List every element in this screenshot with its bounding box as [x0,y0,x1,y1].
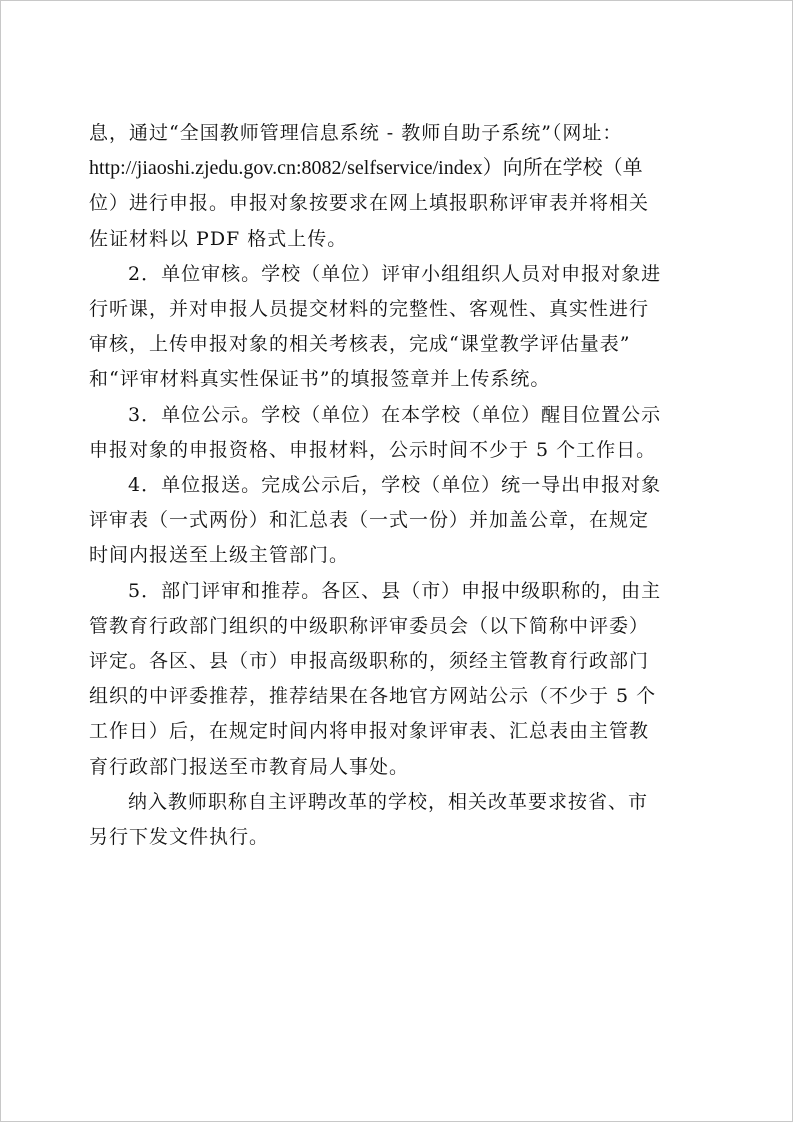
text-line: 组织的中评委推荐，推荐结果在各地官方网站公示（不少于 5 个 [89,685,657,708]
text-line: 纳入教师职称自主评聘改革的学校，相关改革要求按省、市 [128,790,649,813]
text-line-url: http://jiaoshi.zjedu.gov.cn:8082/selfservice/index）向所在学校（单 [89,157,643,180]
text-line: 另行下发文件执行。 [89,826,270,849]
paragraph-online-application [89,116,709,257]
text-line: 时间内报送至上级主管部门。 [89,544,350,567]
text-line: 评审表（一式两份）和汇总表（一式一份）并加盖公章，在规定 [89,509,650,532]
paragraph-unit-submission [89,468,709,574]
text-line: 评定。各区、县（市）申报高级职称的，须经主管教育行政部门 [89,650,650,673]
text-line: 育行政部门报送至市教育局人事处。 [89,755,410,778]
text-line: 3．单位公示。学校（单位）在本学校（单位）醒目位置公示 [128,403,662,426]
text-line: 佐证材料以 PDF 格式上传。 [89,227,348,250]
text-line: 4．单位报送。完成公示后，学校（单位）统一导出申报对象 [128,474,662,497]
document-body [89,116,709,855]
text-line: 位）进行申报。申报对象按要求在网上填报职称评审表并将相关 [89,192,650,215]
text-line: 行听课，并对申报人员提交材料的完整性、客观性、真实性进行 [89,298,650,321]
text-line: 息，通过“全国教师管理信息系统 - 教师自助子系统”（网址： [89,122,623,144]
text-line: 审核，上传申报对象的相关考核表，完成“课堂教学评估量表” [89,333,631,356]
text-line: 2．单位审核。学校（单位）评审小组组织人员对申报对象进 [128,262,662,285]
paragraph-unit-publicity [89,398,709,468]
paragraph-reform-note [89,785,709,855]
paragraph-department-review [89,574,709,785]
text-line: 管教育行政部门组织的中级职称评审委员会（以下简称中评委） [89,614,650,637]
paragraph-unit-review [89,257,709,398]
text-line: 工作日）后，在规定时间内将申报对象评审表、汇总表由主管教 [89,720,650,743]
text-line: 和“评审材料真实性保证书”的填报签章并上传系统。 [89,368,551,391]
text-line: 5．部门评审和推荐。各区、县（市）申报中级职称的，由主 [128,579,662,602]
text-line: 申报对象的申报资格、申报材料，公示时间不少于 5 个工作日。 [89,438,657,461]
